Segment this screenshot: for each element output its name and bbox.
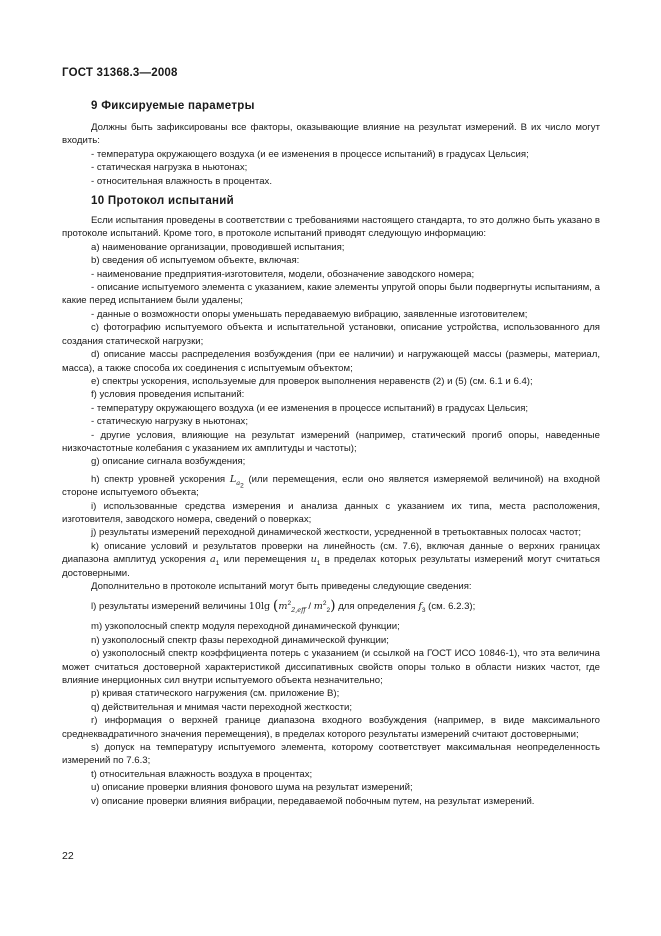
protocol-item-k (62, 540, 600, 580)
section-10-title: 10 Протокол испытаний (91, 195, 235, 208)
protocol-item: a) наименование организации, проводившей испытания; (91, 241, 345, 253)
item-k-text: k) описание условий и результатов проверки на линейность (см. 7.6), включая данные о верхних границах диапазона амплитуд ускорения (62, 540, 600, 566)
document-header: ГОСТ 31368.3—2008 (62, 67, 178, 79)
item-l-text: l) результаты измерений величины (91, 601, 249, 613)
item-h-tail: (или перемещения, если оно является измеряемой величиной) на входной стороне испытуемого объекта; (62, 473, 601, 499)
protocol-item: c) фотографию испытуемого объекта и испытательной установки, описание устройства, использованного для создания статической нагрузки; (62, 322, 600, 347)
protocol-item: - другие условия, влияющие на результат измерений (например, статический прогиб опоры, наведенные низкочастотные колебания с указанием их амплитуды и частоты); (62, 429, 600, 454)
symbol-m2: m (313, 601, 323, 613)
protocol-item: i) использованные средства измерения и анализа данных с указанием их типа, места расположения, изготовителя, заводского номера, сведений о поверках; (62, 500, 600, 525)
symbol-a1-sub: 1 (215, 560, 220, 568)
protocol-item: - статическую нагрузку в ньютонах; (91, 416, 248, 428)
fraction-slash: / (305, 601, 314, 613)
symbol-a-sub: a (236, 478, 241, 487)
protocol-item: j) результаты измерений переходной динамической жесткости, усредненной в третьоктавных полосах частот; (91, 527, 582, 539)
protocol-item: e) спектры ускорения, используемые для проверок выполнения неравенств (2) и (5) (см. 6.1 и 6.4); (91, 375, 533, 387)
protocol-item-l: l) результаты измерений величины 10lg $(m^2_{2,eff} / m^2_2)$ для определения $f_3$ (см. 6.2.3); (91, 598, 476, 615)
item-h-text: h) спектр уровней ускорения (91, 473, 230, 485)
protocol-item: - данные о возможности опоры уменьшать передаваемую вибрацию, заявленные изготовителем; (91, 308, 528, 320)
protocol-item: g) описание сигнала возбуждения; (91, 456, 246, 468)
symbol-a1: a (210, 554, 216, 566)
protocol-item: - описание испытуемого элемента с указанием, какие элементы упругой опоры были подвергнуты испытаниям, а какие перед испытанием были удалены; (62, 282, 600, 307)
symbol-L: L (229, 473, 237, 485)
protocol-item: q) действительная и мнимая части переходной жесткости; (91, 701, 353, 713)
section-9-item: - относительная влажность в процентах. (91, 175, 273, 187)
symbol-u1: u (310, 554, 317, 566)
symbol-m2-sub: 2 (326, 607, 331, 615)
symbol-m-eff-sub: 2,eff (291, 606, 306, 615)
section-9-title: 9 Фиксируемые параметры (91, 100, 255, 112)
protocol-item-h (62, 473, 600, 500)
section-9-item: - статическая нагрузка в ньютонах; (91, 162, 248, 174)
protocol-item: - температуру окружающего воздуха (и ее изменения в процессе испытаний) в градусах Цельсия; (91, 402, 529, 414)
protocol-item: n) узкополосный спектр фазы переходной динамической функции; (91, 634, 389, 646)
log-symbol: 10lg (248, 601, 271, 613)
page-number: 22 (62, 850, 74, 862)
symbol-f3-sub: 3 (421, 607, 426, 615)
symbol-m2-sup: 2 (322, 600, 327, 608)
protocol-item: u) описание проверки влияния фонового шума на результат измерений; (91, 782, 413, 794)
protocol-item: p) кривая статического нагружения (см. приложение В); (91, 688, 340, 700)
section-9-intro: Должны быть зафиксированы все факторы, оказывающие влияние на результат измерений. В их число могут входить: (62, 122, 600, 147)
protocol-item: t) относительная влажность воздуха в процентах; (91, 768, 313, 780)
protocol-item: d) описание массы распределения возбуждения (при ее наличии) и нагружающей массы (размеры, материал, масса), а также способа их соединения с испытуемым объектом; (62, 349, 600, 374)
protocol-item: b) сведения об испытуемом объекте, включая: (91, 255, 300, 267)
protocol-item: r) информация о верхней границе диапазона входного возбуждения (например, в виде максимального среднеквадратичного значения перемещения), в пределах которого результаты измерений считают достоверными; (62, 715, 600, 740)
protocol-item: v) описание проверки влияния вибрации, передаваемой побочным путем, на результат измерений. (91, 795, 535, 807)
page-content (62, 99, 600, 808)
symbol-f3: f (418, 601, 422, 613)
protocol-item: f) условия проведения испытаний: (91, 389, 245, 401)
item-l-mid: для определения (335, 601, 419, 613)
item-k-tail: в пределах которых результаты измерений могут считаться достоверными. (62, 554, 600, 579)
symbol-2-subsub: 2 (240, 481, 244, 489)
item-l-tail: (см. 6.2.3); (425, 601, 476, 613)
protocol-item: - наименование предприятия-изготовителя, модели, обозначение заводского номера; (91, 268, 475, 280)
symbol-u1-sub: 1 (316, 560, 321, 568)
protocol-item: s) допуск на температуру испытуемого элемента, которому соответствует максимальная неопределенность измерений по 7.6.3; (62, 742, 600, 767)
protocol-item: m) узкополосный спектр модуля переходной динамической функции; (91, 621, 400, 633)
section-9-item: - температура окружающего воздуха (и ее изменения в процессе испытаний) в градусах Цельсия; (91, 148, 529, 160)
symbol-m-eff: m (278, 601, 288, 613)
additional-intro: Дополнительно в протоколе испытаний могут быть приведены следующие сведения: (91, 581, 472, 592)
protocol-item: o) узкополосный спектр коэффициента потерь с указанием (и ссылкой на ГОСТ ИСО 10846-1), что эта величина может считаться достоверной характеристикой диссипативных свойств опоры только в области низких частот, где влияние инерционных сил внутри испытуемого объекта незначительно; (62, 648, 600, 687)
item-k-mid: или перемещения (219, 554, 311, 566)
section-10-intro: Если испытания проведены в соответствии с требованиями настоящего стандарта, то это должно быть указано в протоколе испытаний. Кроме того, в протоколе испытаний приводят следующую информацию: (62, 215, 600, 240)
symbol-m-eff-sup: 2 (287, 600, 292, 608)
